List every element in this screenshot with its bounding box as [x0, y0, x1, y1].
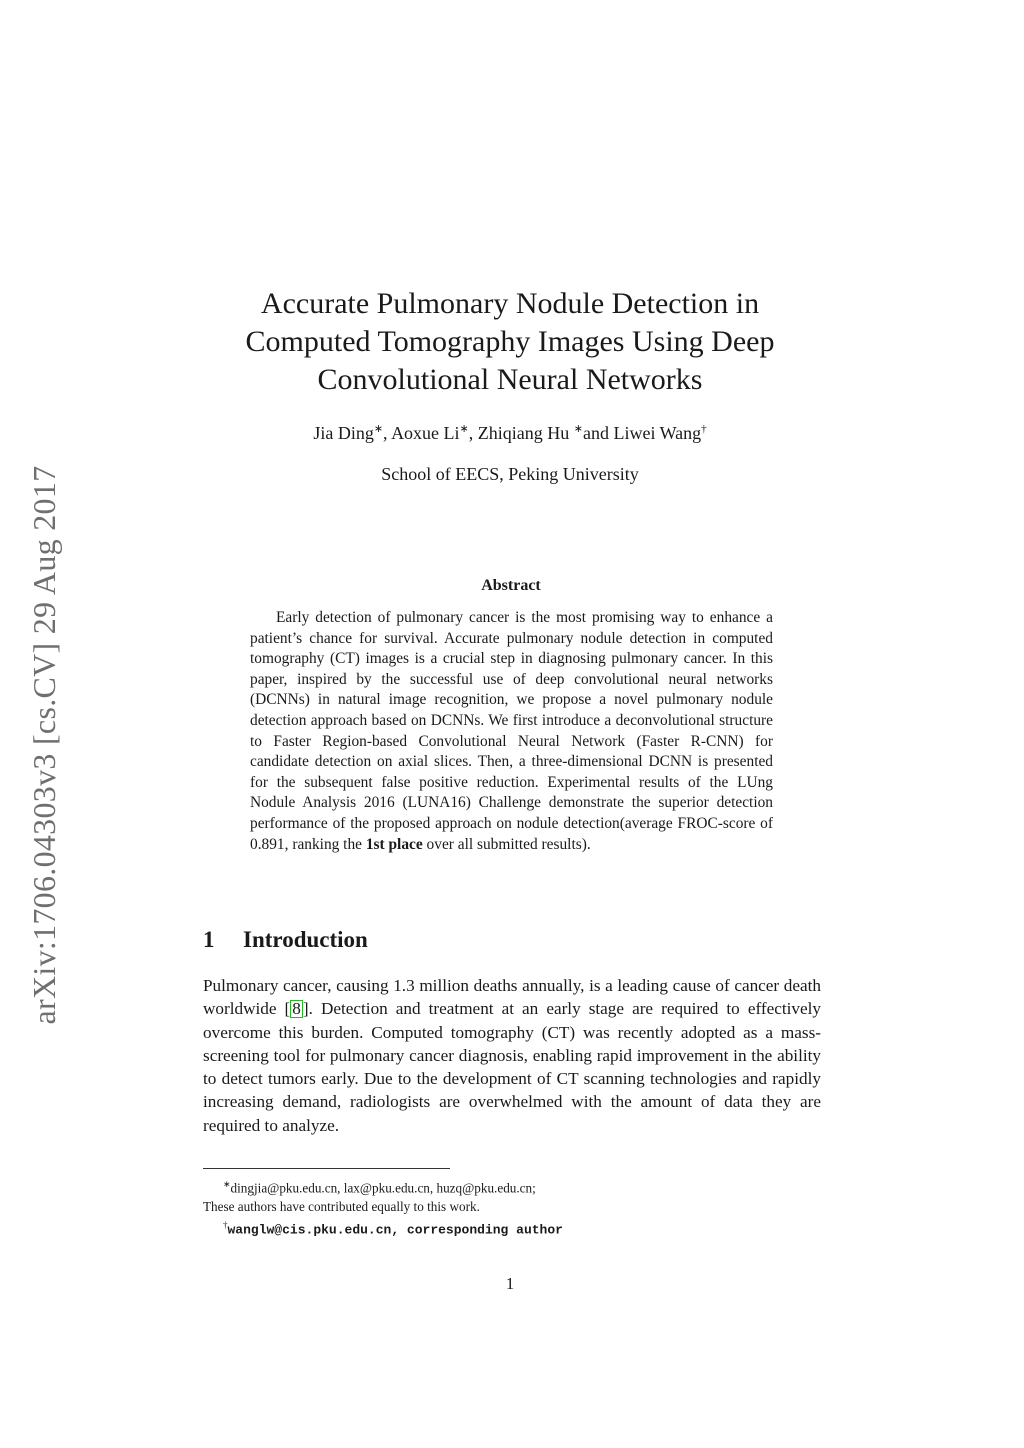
abstract-text	[250, 608, 773, 855]
title-line: Accurate Pulmonary Nodule Detection in	[260, 287, 760, 320]
footnote-mark: ∗	[223, 1179, 231, 1189]
section-number: 1	[203, 927, 215, 952]
author-separator: ,	[383, 423, 392, 443]
footnote-mark: †	[223, 1220, 228, 1231]
footnote-corresponding	[203, 1216, 823, 1239]
abstract-heading: Abstract	[481, 577, 541, 594]
page-number: 1	[505, 1274, 515, 1293]
author-name: Jia Ding	[313, 423, 374, 443]
author-name: and Liwei Wang	[582, 423, 702, 443]
paragraph-text: Pulmonary cancer, causing 1.3 million deaths annually, is a leading cause of cancer death worldwide [	[203, 976, 821, 1019]
equal-contribution-mark: ∗	[459, 423, 469, 435]
author-name: Aoxue Li	[391, 423, 460, 443]
equal-contribution-mark: ∗	[573, 423, 583, 435]
affiliation: School of EECS, Peking University	[381, 464, 639, 484]
equal-contribution-mark: ∗	[373, 423, 384, 435]
corresponding-author-mark: †	[701, 423, 707, 435]
paper-title	[200, 285, 820, 399]
author-separator: ,	[468, 423, 478, 443]
author-name: Zhiqiang Hu	[477, 423, 574, 443]
section-title: Introduction	[243, 927, 368, 952]
footnotes	[203, 1175, 823, 1240]
abstract-text-part: Early detection of pulmonary cancer is the most promising way to enhance a patient’s chance for survival. Accurate pulmonary nodule detection in computed tomography (CT) images is a crucial step in diagnosing pulmonary cancer. In this paper, inspired by the successful use of deep convolutional neural networks (DCNNs) in natural image recognition, we propose a novel pulmonary nodule detection approach based on DCNNs. We first introduce a deconvolutional structure to Faster Region-based Convolutional Neural Network (Faster R-CNN) for candidate detection on axial slices. Then, a three-dimensional DCNN is presented for the subsequent false positive reduction. Experimental results of the LUng Nodule Analysis 2016 (LUNA16) Challenge demonstrate the superior detection performance of the proposed approach on nodule detection(average FROC-score of 0.891, ranking the	[250, 609, 773, 853]
arxiv-identifier-stamp: arXiv:1706.04303v3 [cs.CV] 29 Aug 2017	[26, 465, 62, 1025]
section-heading-introduction	[203, 927, 823, 953]
footnote-text: dingjia@pku.edu.cn, lax@pku.edu.cn, huzq@pku.edu.cn;	[230, 1180, 536, 1196]
footnote-text: wanglw@cis.pku.edu.cn, corresponding author	[227, 1222, 563, 1238]
introduction-paragraph	[203, 974, 821, 1137]
title-line: Computed Tomography Images Using Deep	[245, 325, 775, 358]
title-line: Convolutional Neural Networks	[317, 363, 703, 396]
citation-link[interactable]: 8	[292, 999, 301, 1019]
footnote-equal-contribution: These authors have contributed equally to this work.	[203, 1199, 480, 1215]
abstract-bold-phrase: 1st place	[365, 835, 423, 853]
author-list	[200, 422, 820, 444]
footnote-divider	[203, 1168, 450, 1169]
paragraph-text: ]. Detection and treatment at an early stage are required to effectively overcome this burden. Computed tomography (CT) was recently adopted as a mass-screening tool for pulmonary cancer diagnosis, enabling rapid improvement in the ability to detect tumors early. Due to the development of CT scanning technologies and rapidly increasing demand, radiologists are overwhelmed with the amount of data they are required to analyze.	[203, 999, 821, 1135]
abstract-text-part: over all submitted results).	[422, 835, 591, 853]
footnote-emails	[203, 1175, 823, 1197]
